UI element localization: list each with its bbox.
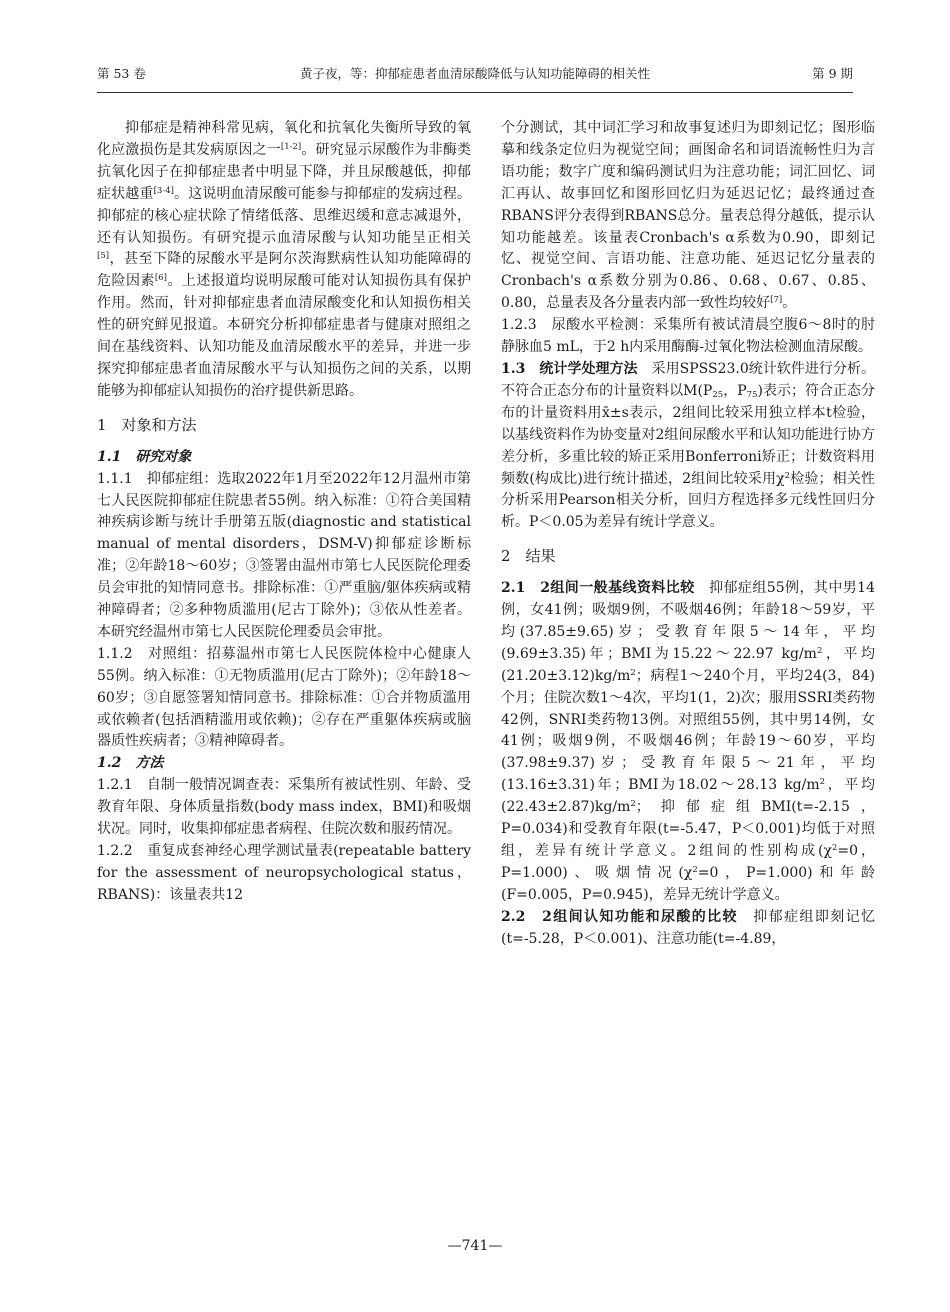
journal-volume: 第 53 卷 [97,66,146,81]
paragraph: 2.2 2组间认知功能和尿酸的比较 抑郁症组即刻记忆(t=-5.28，P＜0.001)、注意功能(t=-4.89， [501,908,875,947]
paragraph: 1.2.3 尿酸水平检测：采集所有被试清晨空腹6～8时的肘静脉血5 mL，于2 h内采用酶酶-过氧化物法检测血清尿酸。 [501,317,875,356]
right-column [501,118,875,951]
header-rule [97,92,853,93]
paragraph: 1.2.1 自制一般情况调查表：采集所有被试性别、年龄、受教育年限、身体质量指数(body mass index，BMI)和吸烟状况。同时，收集抑郁症患者病程、住院次数和服药情况。 [97,777,472,838]
paragraph: 1.1.2 对照组：招募温州市第七人民医院体检中心健康人55例。纳入标准：①无物质滥用(尼古丁除外)；②年龄18～60岁；③自愿签署知情同意书。排除标准：①合并物质滥用或依赖者(包括酒精滥用或依赖)；②存在严重躯体疾病或脑器质性疾病者；③精神障碍者。 [97,645,471,750]
left-column [97,118,471,907]
paragraph: 1.1.1 抑郁症组：选取2022年1月至2022年12月温州市第七人民医院抑郁症住院患者55例。纳入标准：①符合美国精神疾病诊断与统计手册第五版(diagnostic and statistical manual of mental disorders，DSM-V)抑郁症诊断标准；②年龄18～60岁；③签署由温州市第七人民医院伦理委员会审批的知情同意书。排除标准：①严重脑/躯体疾病或精神障碍者；②多种物质滥用(尼古丁除外)；③依从性差者。本研究经温州市第七人民医院伦理委员会审批。 [97,470,472,640]
paragraph: 1.3 统计学处理方法 采用SPSS23.0统计软件进行分析。不符合正态分布的计量资料以$M(P_{25}$，$P_{75}$)表示；符合正态分布的计量资料用x̄±s表示，2组间比较采用独立样本t检验，以基线资料作为协变量对2组间尿酸水平和认知功能进行协方差分析，多重比较的矫正采用Bonferroni矫正；计数资料用频数(构成比)进行统计描述，2组间比较采用$\chi^2$检验；相关性分析采用Pearson相关分析，回归方程选择多元线性回归分析。P＜0.05为差异有统计学意义。 [501,360,876,531]
subsection-heading: 1.2 方法 [97,755,164,772]
inline-heading: 2.1 2组间一般基线资料比较 [501,580,695,597]
running-title: 黄子夜，等：抑郁症患者血清尿酸降低与认知功能障碍的相关性 [299,66,650,81]
citation[interactable]: [5] [97,251,110,262]
citation[interactable]: [3-4] [153,185,174,196]
section-heading: 1 对象和方法 [97,415,197,434]
page-number: —741— [447,1238,503,1254]
section-heading: 2 结果 [501,547,556,566]
paragraph: 1.2.2 重复成套神经心理学测试量表(repeatable battery for the assessment of neuropsychological status，RBANS)：该量表共12 [97,843,471,903]
citation[interactable]: [6] [154,273,167,284]
intro-paragraph: 抑郁症是精神科常见病，氧化和抗氧化失衡所导致的氧化应激损伤是其发病原因之一[1-2]。研究显示尿酸作为非酶类抗氧化因子在抑郁症患者中明显下降，并且尿酸越低，抑郁症状越重[3-4]。这说明血清尿酸可能参与抑郁症的发病过程。抑郁症的核心症状除了情绪低落、思维迟缓和意志减退外，还有认知损伤。有研究提示血清尿酸与认知功能呈正相关[5]，甚至下降的尿酸水平是阿尔茨海默病性认知功能障碍的危险因素[6]。上述报道均说明尿酸可能对认知损伤具有保护作用。然而，针对抑郁症患者血清尿酸变化和认知损伤相关性的研究鲜见报道。本研究分析抑郁症患者与健康对照组之间在基线资料、认知功能及血清尿酸水平的差异，并进一步探究抑郁症患者血清尿酸水平与认知损伤之间的关系，以期能够为抑郁症认知损伤的治疗提供新思路。 [97,120,472,399]
journal-issue: 第 9 期 [812,66,853,81]
citation[interactable]: [7] [770,295,783,306]
inline-heading: 2.2 2组间认知功能和尿酸的比较 [501,908,738,925]
paragraph: 2.1 2组间一般基线资料比较 抑郁症组55例，其中男14例，女41例；吸烟9例，不吸烟46例；年龄18～59岁，平均(37.85±9.65)岁；受教育年限5～14年，平均(9.69±3.35)年；BMI为15.22～22.97 $kg/m^2$，平均$(21.20\pm 3.12)kg/m^2$；病程1～240个月，平均24(3，84)个月；住院次数1～4次，平均1(1，2)次；服用SSRI类药物42例，SNRI类药物13例。对照组55例，其中男14例，女41例；吸烟9例，不吸烟46例；年龄19～60岁，平均(37.98±9.37)岁；受教育年限5～21年，平均(13.16±3.31)年；BMI为18.02～28.13 $kg/m^2$，平均$(22.43\pm 2.87)kg/m^2$；抑郁症组BMI(t=-2.15，P=0.034)和受教育年限(t=-5.47，P＜0.001)均低于对照组，差异有统计学意义。2组间的性别构成($\chi^2=0$，P=1.000)、吸烟情况($\chi^2=0$，P=1.000)和年龄(F=0.005，P=0.945)，差异无统计学意义。 [501,580,876,903]
citation[interactable]: [1-2] [280,141,302,152]
paragraph: 个分测试，其中词汇学习和故事复述归为即刻记忆；图形临摹和线条定位归为视觉空间；画图命名和词语流畅性归为言语功能；数字广度和编码测试归为注意功能；词汇回忆、词汇再认、故事回忆和图形回忆归为延迟记忆；最终通过查RBANS评分表得到RBANS总分。量表总得分越低，提示认知功能越差。该量表Cronbach's α系数为0.90，即刻记忆、视觉空间、言语功能、注意功能、延迟记忆分量表的Cronbach's α系数分别为0.86、0.68、0.67、0.85、0.80，总量表及各分量表内部一致性均较好[7]。 [501,120,875,312]
subsection-heading: 1.1 研究对象 [97,448,192,465]
inline-heading: 1.3 统计学处理方法 [501,360,638,377]
